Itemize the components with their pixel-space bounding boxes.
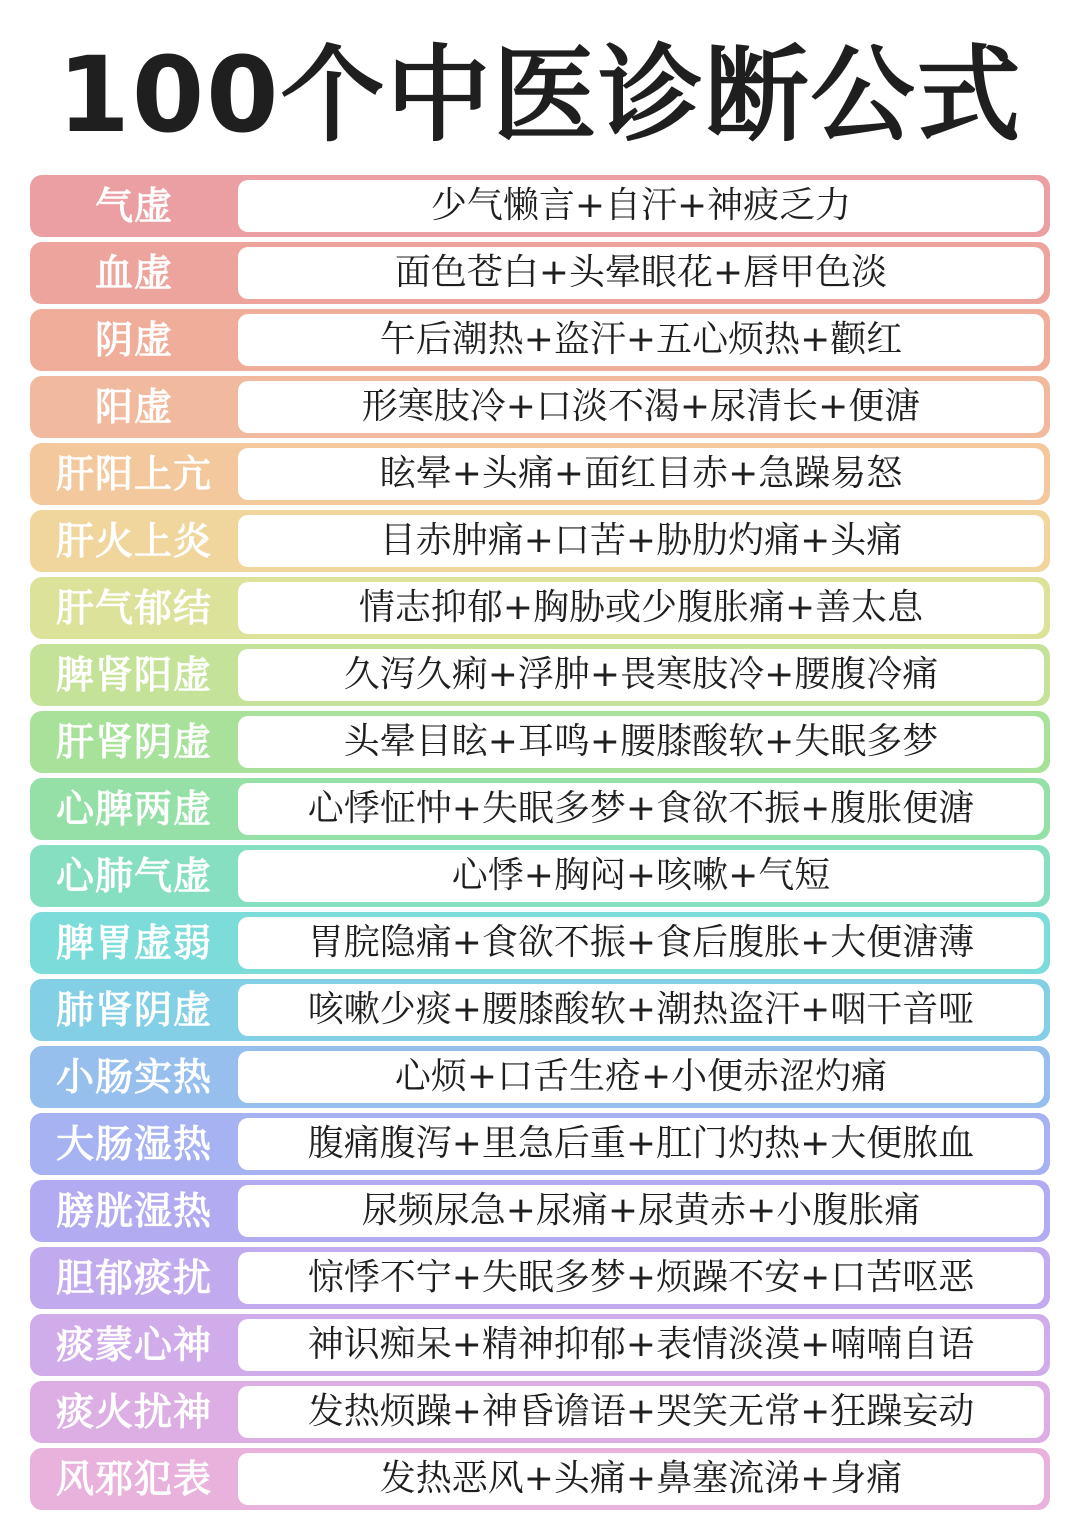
syndrome-label: 痰火扰神: [55, 1390, 212, 1434]
symptom-formula: 目赤肿痛+口苦+胁肋灼痛+头痛: [238, 515, 1044, 567]
syndrome-label: 胆郁痰扰: [55, 1256, 212, 1300]
syndrome-label: 大肠湿热: [55, 1122, 212, 1166]
table-row: [30, 644, 1050, 706]
table-row: [30, 845, 1050, 907]
table-row: [30, 242, 1050, 304]
syndrome-label: 脾胃虚弱: [55, 921, 212, 965]
symptom-formula: 尿频尿急+尿痛+尿黄赤+小腹胀痛: [238, 1185, 1044, 1237]
table-row: [30, 1113, 1050, 1175]
syndrome-label: 阴虚: [94, 318, 173, 362]
table-row: [30, 510, 1050, 572]
table-row: [30, 1381, 1050, 1443]
page-title: 100个中医诊断公式: [57, 34, 1023, 156]
symptom-formula: 发热烦躁+神昏谵语+哭笑无常+狂躁妄动: [238, 1386, 1044, 1438]
syndrome-label: 心肺气虚: [55, 854, 212, 898]
symptom-formula: 心悸+胸闷+咳嗽+气短: [238, 850, 1044, 902]
symptom-formula: 心悸怔忡+失眠多梦+食欲不振+腹胀便溏: [238, 783, 1044, 835]
table-row: [30, 309, 1050, 371]
syndrome-label: 肝阳上亢: [55, 452, 212, 496]
syndrome-label: 脾肾阳虚: [55, 653, 212, 697]
symptom-formula: 少气懒言+自汗+神疲乏力: [238, 180, 1044, 232]
symptom-formula: 腹痛腹泻+里急后重+肛门灼热+大便脓血: [238, 1118, 1044, 1170]
table-row: [30, 912, 1050, 974]
symptom-formula: 面色苍白+头晕眼花+唇甲色淡: [238, 247, 1044, 299]
symptom-formula: 情志抑郁+胸胁或少腹胀痛+善太息: [238, 582, 1044, 634]
table-row: [30, 711, 1050, 773]
table-row: [30, 778, 1050, 840]
symptom-formula: 久泻久痢+浮肿+畏寒肢冷+腰腹冷痛: [238, 649, 1044, 701]
syndrome-label: 小肠实热: [55, 1055, 212, 1099]
table-row: [30, 1314, 1050, 1376]
table-row: [30, 1046, 1050, 1108]
symptom-formula: 胃脘隐痛+食欲不振+食后腹胀+大便溏薄: [238, 917, 1044, 969]
syndrome-label: 肝气郁结: [55, 586, 212, 630]
table-row: [30, 443, 1050, 505]
syndrome-label: 痰蒙心神: [55, 1323, 212, 1367]
symptom-formula: 心烦+口舌生疮+小便赤涩灼痛: [238, 1051, 1044, 1103]
symptom-formula: 惊悸不宁+失眠多梦+烦躁不安+口苦呕恶: [238, 1252, 1044, 1304]
syndrome-label: 肝肾阴虚: [55, 720, 212, 764]
syndrome-label: 膀胱湿热: [55, 1189, 212, 1233]
symptom-formula: 眩晕+头痛+面红目赤+急躁易怒: [238, 448, 1044, 500]
table-row: [30, 376, 1050, 438]
symptom-formula: 午后潮热+盗汗+五心烦热+颧红: [238, 314, 1044, 366]
table-row: [30, 577, 1050, 639]
syndrome-label: 气虚: [94, 184, 173, 228]
table-row: [30, 1247, 1050, 1309]
symptom-formula: 咳嗽少痰+腰膝酸软+潮热盗汗+咽干音哑: [238, 984, 1044, 1036]
syndrome-label: 心脾两虚: [55, 787, 212, 831]
symptom-formula: 发热恶风+头痛+鼻塞流涕+身痛: [238, 1453, 1044, 1505]
table-row: [30, 175, 1050, 237]
syndrome-label: 血虚: [94, 251, 173, 295]
diagnosis-table: [30, 175, 1050, 1515]
symptom-formula: 神识痴呆+精神抑郁+表情淡漠+喃喃自语: [238, 1319, 1044, 1371]
symptom-formula: 头晕目眩+耳鸣+腰膝酸软+失眠多梦: [238, 716, 1044, 768]
syndrome-label: 肝火上炎: [55, 519, 212, 563]
table-row: [30, 1448, 1050, 1510]
table-row: [30, 1180, 1050, 1242]
symptom-formula: 形寒肢冷+口淡不渴+尿清长+便溏: [238, 381, 1044, 433]
syndrome-label: 肺肾阴虚: [55, 988, 212, 1032]
syndrome-label: 风邪犯表: [55, 1457, 212, 1501]
syndrome-label: 阳虚: [94, 385, 173, 429]
table-row: [30, 979, 1050, 1041]
